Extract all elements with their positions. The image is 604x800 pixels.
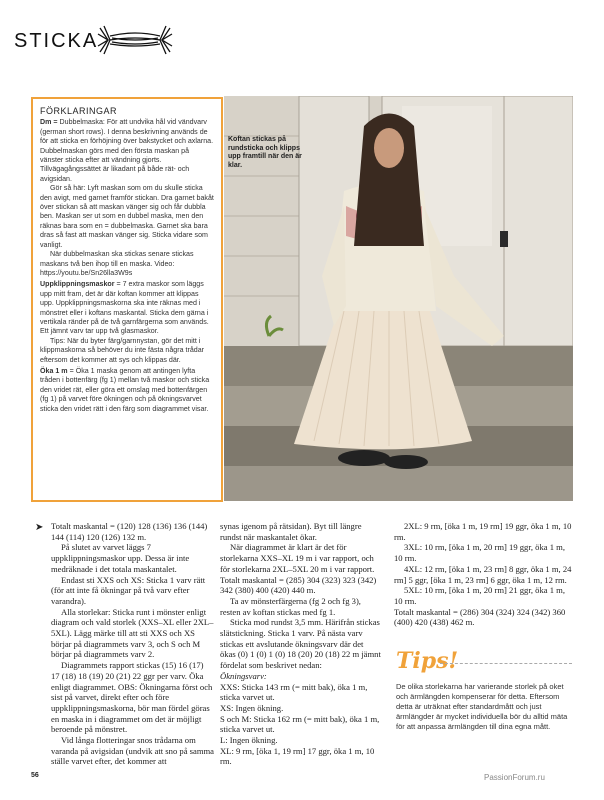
col2-p10: XL: 9 rm, [öka 1, 19 rm] 17 ggr, öka 1 m, 10 rm. xyxy=(220,745,375,767)
arrow-right-icon: ➤ xyxy=(35,522,44,533)
tips-title: Tips! xyxy=(396,648,459,674)
column-2 xyxy=(214,521,381,767)
col2-p4: Sticka mod rundst 3,5 mm. Härifrån stickas slätstickning. Sticka 1 varv. På nästa varv stickas ett avslutande ökningsvarv där det ökas (0) 1 (0) 1 (0) 18 (20) 20 (18) 22 m jämnt fördelat som beskrivet nedan: xyxy=(220,617,381,671)
col3-p2: 3XL: 10 rm, [öka 1 m, 20 rm] 19 ggr, öka 1 m, 10 rm. xyxy=(394,542,566,564)
oka-text: = Öka 1 maska genom att antingen lyfta tråden i bottenfärg (fg 1) mellan två maskor och sticka den vridet rät, eller göra ett omslag med bottenfärgen (fg 1) på varvet före ökningen och på ökningsvarvet sticka den vridet rätt i den färg som diagrammet visar. xyxy=(40,366,210,413)
dm-term: Dm = xyxy=(40,118,58,127)
tips-divider xyxy=(440,663,572,664)
tips-text: De olika storlekarna har varierande storlek på oket och ärmlängden kompenserar för detta. Eftersom detta är uträknat efter standardmått och just ärmlängder är mycket individuella bör du alltid mäta för att anpassa ärmlängden till dina egna mått. xyxy=(396,682,568,732)
col1-p1: Totalt maskantal = (120) 128 (136) 136 (144) 144 (114) 120 (126) 132 m. xyxy=(51,521,208,542)
explanations-box xyxy=(31,97,223,502)
col2-p6: XXS: Sticka 143 rm (= mitt bak), öka 1 m, sticka varvet ut. xyxy=(220,681,368,703)
col3-p3: 4XL: 12 rm, [öka 1 m, 23 rm] 8 ggr, öka 1 m, 24 rm] 5 ggr, [öka 1 m, 23 rm] 6 ggr, öka 1 m, 12 rm. xyxy=(394,563,572,585)
column-1 xyxy=(51,521,214,767)
yarn-skein-icon xyxy=(96,22,174,58)
box-title: FÖRKLARINGAR xyxy=(40,106,118,116)
section-label: STICKA xyxy=(14,30,99,52)
column-3 xyxy=(394,521,572,628)
photo-caption: Koftan stickas på rundsticka och klipps upp framtill när den är klar. xyxy=(228,136,302,169)
dm-paragraph-2: Gör så här: Lyft maskan som om du skulle sticka den avigt, med garnet framför stickan. Dra garnet bakåt över stickan så att maskan vänger sig och får dubbla ben. Maskan ser ut som en dubbel maska, men den räknas bara som en = dubbelmaska. Garnet ska bara dras så fast att maskan vänger sig. Sticka vidare som vanligt. xyxy=(40,184,214,249)
col2-p9: L: Ingen ökning. xyxy=(220,735,278,746)
uppklipp-text: = 7 extra maskor som läggs upp mitt fram, det är där koftan kommer att klippas upp. Uppklippningsmaskorna ska inte räknas med i mönstret eller i koftans maskantal. Sticka dem gärna i vertikala ränder på de två garnfärgerna som används. Ett jämnt varv tar upp två glasmaskor. xyxy=(40,280,209,336)
col1-p5: Diagrammets rapport stickas (15) 16 (17) 17 (18) 18 (19) 20 (21) 22 ggr per varv. Öka enligt diagrammet. OBS: Ökningarna först och sist på varvet, direkt efter och före uppklippningsmaskorna, bör man fördel göras en maska in i diagrammet om det är möjligt beroende på mönstret. xyxy=(51,660,213,735)
col2-p2: När diagrammet är klart är det för storlekarna XXS–XL 19 m i var rapport, och för storlekarna 2XL–5XL 20 m i var rapport. Totalt maskantal = (285) 304 (323) 323 (342) 342 (380) 400 (420) 440 m. xyxy=(220,542,377,596)
uppklipp-tips: Tips: När du byter färg/garnnystan, gör det mitt i klippmaskorna så behöver du inte fästa några trådar eftersom det kommer att sys och klippas där. xyxy=(40,336,205,364)
col3-p5: Totalt maskantal = (286) 304 (324) 324 (342) 360 (400) 420 (438) 462 m. xyxy=(394,606,566,628)
col2-p5: Ökningsvarv: xyxy=(220,670,267,681)
col2-p7: XS: Ingen ökning. xyxy=(220,702,284,713)
dm-text: Dubbelmaska: För att undvika hål vid vändvarv (german short rows). I denna beskrivning används de för att sticka en förhöjning över bakstycket och axlarna. Dubbelmaskan görs med den första maskan på vänster sticka efter att vändning gjorts. Tillvägagångssättet är likadant på både rät- och avigsidan. xyxy=(40,118,214,183)
watermark: PassionForum.ru xyxy=(484,773,545,782)
section-header xyxy=(14,22,174,62)
oka-term: Öka 1 m xyxy=(40,366,68,375)
page-number: 56 xyxy=(31,772,39,779)
col1-p3: Endast sti XXS och XS: Sticka 1 varv rätt (för att inte få ökningar på två varv efter varandra). xyxy=(51,574,206,606)
col1-p6: Vid långa flotteringar snos trådarna om varanda på avigsidan (undvik att sno på samma ställe varvet efter, det kommer att xyxy=(51,735,214,767)
col2-p8: S och M: Sticka 162 rm (= mitt bak), öka 1 m, sticka varvet ut. xyxy=(220,713,380,735)
oka-paragraph xyxy=(40,367,214,414)
col3-p4: 5XL: 10 rm, [öka 1 m, 20 rm] 21 ggr, öka 1 m, 10 rm. xyxy=(394,585,566,606)
col1-p2: På slutet av varvet läggs 7 uppklippningsmaskor upp. Dessa är inte medräknade i det totala maskantalet. xyxy=(51,542,190,574)
col2-p3: Ta av mönsterfärgerna (fg 2 och fg 3), resten av koftan stickas med fg 1. xyxy=(220,595,361,617)
dm-paragraph xyxy=(40,118,214,184)
uppklipp-paragraph xyxy=(40,280,214,336)
col3-p1: 2XL: 9 rm, [öka 1 m, 19 rm] 19 ggr, öka 1 m, 10 rm. xyxy=(394,521,572,542)
uppklipp-term: Uppklippningsmaskor xyxy=(40,280,115,289)
col2-p1: synas igenom på rätsidan). Byt till längre rundst när maskantalet ökar. xyxy=(220,521,362,542)
col1-p4: Alla storlekar: Sticka runt i mönster enligt diagram och vald storlek (XXS–XL eller 2XL–5XL). Lägg märke till att sti XXS och XS börjar på diagrammets varv 3, och S och M börjar på diagrammets varv 2. xyxy=(51,606,214,660)
dm-paragraph-3: När dubbelmaskan ska stickas senare stickas maskans två ben ihop till en maska. Video: https://youtu.be/Sn26lla3W9s xyxy=(40,250,194,277)
